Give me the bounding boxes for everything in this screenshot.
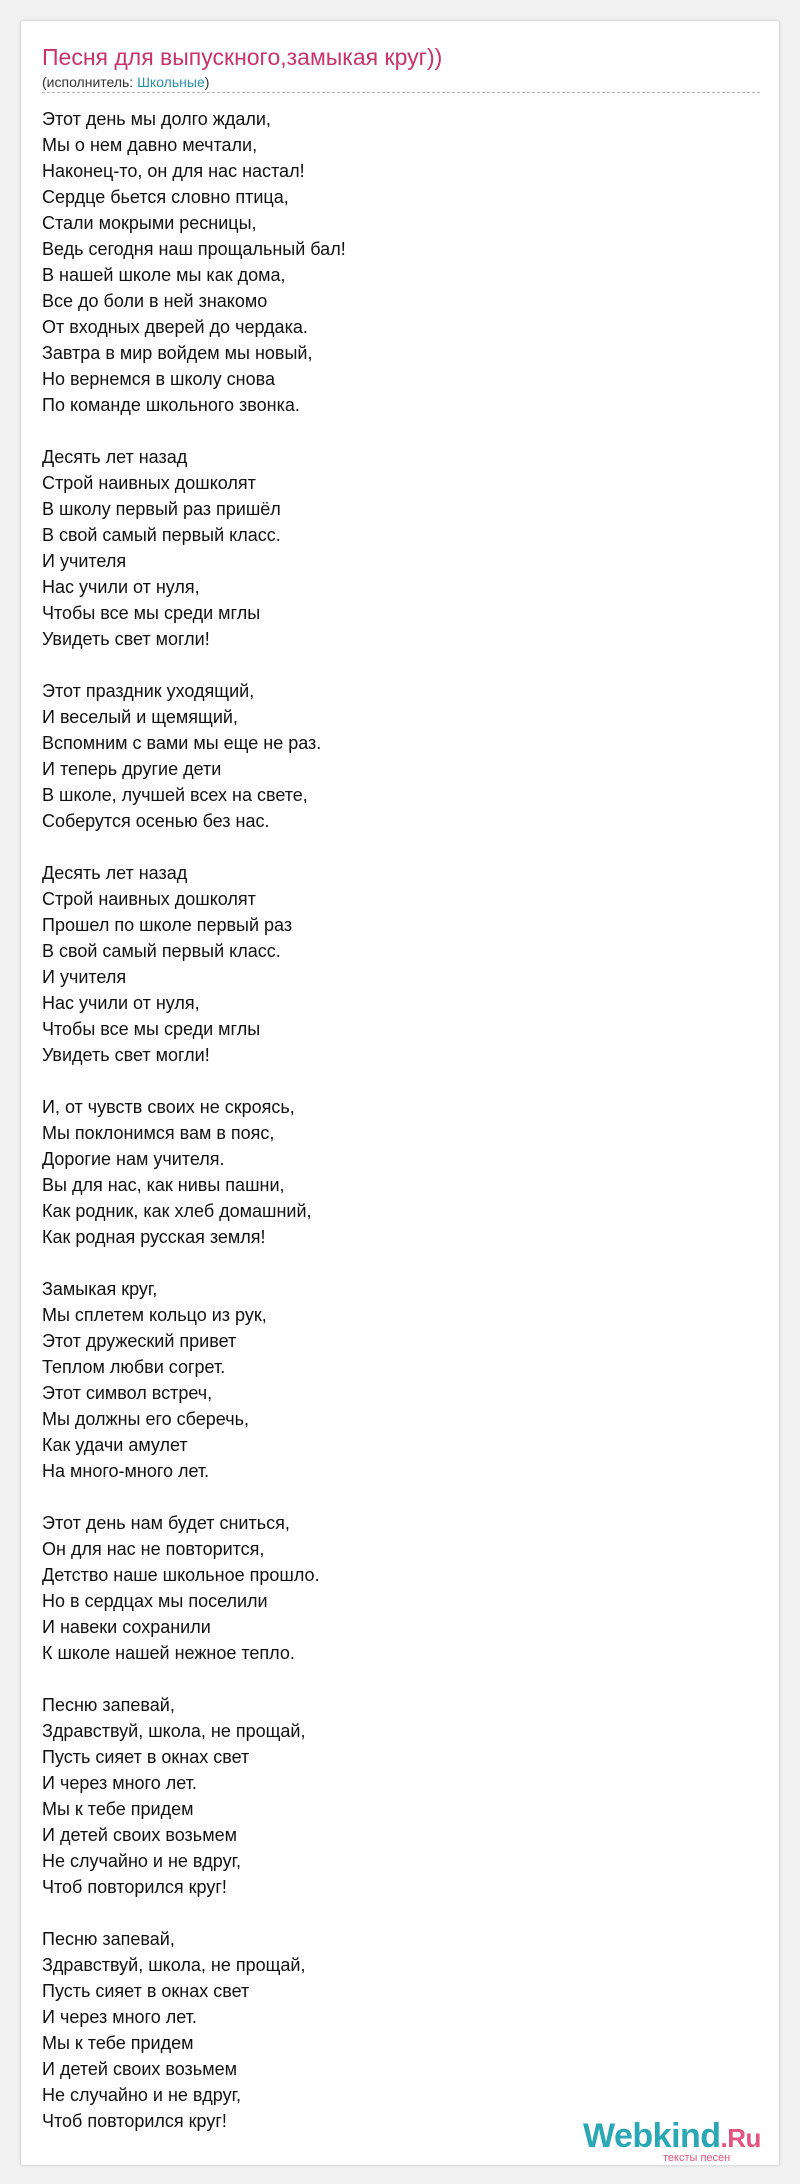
lyrics-line: Мы должны его сберечь, bbox=[42, 1409, 249, 1429]
lyrics-line: По команде школьного звонка. bbox=[42, 395, 300, 415]
lyrics-line: Все до боли в ней знакомо bbox=[42, 291, 268, 311]
lyrics-line: Мы поклонимся вам в пояс, bbox=[42, 1123, 275, 1143]
lyrics-line: Пусть сияет в окнах свет bbox=[42, 1981, 250, 2001]
lyrics-line: В свой самый первый класс. bbox=[42, 525, 281, 545]
lyrics-line: Как удачи амулет bbox=[42, 1435, 188, 1455]
logo-tld: .Ru bbox=[720, 2123, 761, 2153]
lyrics-line: Дорогие нам учителя. bbox=[42, 1149, 225, 1169]
lyrics-line: От входных дверей до чердака. bbox=[42, 317, 308, 337]
title-divider bbox=[42, 92, 760, 93]
lyrics-line: Этот день мы долго ждали, bbox=[42, 109, 271, 129]
lyrics-line: Песню запевай, bbox=[42, 1929, 175, 1949]
lyrics-line: К школе нашей нежное тепло. bbox=[42, 1643, 295, 1663]
lyrics-line: Чтоб повторился круг! bbox=[42, 2111, 227, 2131]
lyrics-line: Но в сердцах мы поселили bbox=[42, 1591, 268, 1611]
lyrics-line: Ведь сегодня наш прощальный бал! bbox=[42, 239, 346, 259]
lyrics-line: В школу первый раз пришёл bbox=[42, 499, 281, 519]
lyrics-line: Не случайно и не вдруг, bbox=[42, 1851, 241, 1871]
lyrics-line: Но вернемся в школу снова bbox=[42, 369, 275, 389]
lyrics-line: Этот дружеский привет bbox=[42, 1331, 237, 1351]
lyrics-line: Замыкая круг, bbox=[42, 1279, 158, 1299]
lyrics-line: Пусть сияет в окнах свет bbox=[42, 1747, 250, 1767]
lyrics-line: В свой самый первый класс. bbox=[42, 941, 281, 961]
lyrics-stanza bbox=[42, 444, 742, 652]
lyrics-line: Этот символ встреч, bbox=[42, 1383, 213, 1403]
lyrics-line: Вспомним с вами мы еще не раз. bbox=[42, 733, 322, 753]
lyrics-line: Как родник, как хлеб домашний, bbox=[42, 1201, 312, 1221]
lyrics-line: Десять лет назад bbox=[42, 447, 188, 467]
lyrics-stanza bbox=[42, 1692, 742, 1900]
lyrics-line: И детей своих возьмем bbox=[42, 1825, 237, 1845]
lyrics-line: Десять лет назад bbox=[42, 863, 188, 883]
lyrics-line: И учителя bbox=[42, 551, 127, 571]
lyrics-line: Мы сплетем кольцо из рук, bbox=[42, 1305, 267, 1325]
lyrics-line: И, от чувств своих не скроясь, bbox=[42, 1097, 295, 1117]
lyrics-line: Завтра в мир войдем мы новый, bbox=[42, 343, 313, 363]
lyrics-line: Нас учили от нуля, bbox=[42, 993, 200, 1013]
artist-prefix: (исполнитель: bbox=[42, 74, 138, 90]
lyrics-line: И веселый и щемящий, bbox=[42, 707, 238, 727]
lyrics-line: Стали мокрыми ресницы, bbox=[42, 213, 257, 233]
lyrics-stanza bbox=[42, 1510, 742, 1666]
lyrics-line: Здравствуй, школа, не прощай, bbox=[42, 1955, 306, 1975]
lyrics-line: Наконец-то, он для нас настал! bbox=[42, 161, 305, 181]
lyrics-line: Увидеть свет могли! bbox=[42, 1045, 210, 1065]
artist-link[interactable]: Школьные bbox=[137, 74, 205, 90]
lyrics-stanza bbox=[42, 1276, 742, 1484]
lyrics-line: Здравствуй, школа, не прощай, bbox=[42, 1721, 306, 1741]
lyrics-line: Чтобы все мы среди мглы bbox=[42, 1019, 261, 1039]
lyrics-line: Мы о нем давно мечтали, bbox=[42, 135, 258, 155]
logo-name: Webkind bbox=[583, 2117, 721, 2155]
lyrics-line: Строй наивных дошколят bbox=[42, 889, 256, 909]
lyrics-line: В школе, лучшей всех на свете, bbox=[42, 785, 308, 805]
lyrics-stanza bbox=[42, 860, 742, 1068]
logo-tagline: тексты песен bbox=[663, 2152, 731, 2164]
lyrics-line: Сердце бьется словно птица, bbox=[42, 187, 289, 207]
artist-line bbox=[42, 74, 209, 91]
lyrics-line: И навеки сохранили bbox=[42, 1617, 211, 1637]
lyrics-line: И через много лет. bbox=[42, 1773, 197, 1793]
song-title: Песня для выпускного,замыкая круг)) bbox=[42, 44, 443, 70]
lyrics-line: И теперь другие дети bbox=[42, 759, 222, 779]
artist-suffix: ) bbox=[204, 74, 210, 90]
lyrics-line: Теплом любви согрет. bbox=[42, 1357, 226, 1377]
lyrics-line: Чтобы все мы среди мглы bbox=[42, 603, 261, 623]
lyrics-line: Песню запевай, bbox=[42, 1695, 175, 1715]
lyrics-stanza bbox=[42, 678, 742, 834]
lyrics-line: Детство наше школьное прошло. bbox=[42, 1565, 320, 1585]
lyrics-stanza bbox=[42, 106, 742, 418]
lyrics-line: Он для нас не повторится, bbox=[42, 1539, 265, 1559]
lyrics-line: Нас учили от нуля, bbox=[42, 577, 200, 597]
lyrics-line: На много-много лет. bbox=[42, 1461, 210, 1481]
lyrics-line: И учителя bbox=[42, 967, 127, 987]
lyrics-line: Мы к тебе придем bbox=[42, 1799, 194, 1819]
lyrics-text bbox=[42, 106, 742, 2160]
lyrics-line: В нашей школе мы как дома, bbox=[42, 265, 286, 285]
lyrics-line: И детей своих возьмем bbox=[42, 2059, 237, 2079]
lyrics-line: Строй наивных дошколят bbox=[42, 473, 256, 493]
lyrics-line: Этот праздник уходящий, bbox=[42, 681, 255, 701]
lyrics-line: Чтоб повторился круг! bbox=[42, 1877, 227, 1897]
lyrics-line: И через много лет. bbox=[42, 2007, 197, 2027]
lyrics-line: Не случайно и не вдруг, bbox=[42, 2085, 241, 2105]
lyrics-line: Прошел по школе первый раз bbox=[42, 915, 293, 935]
lyrics-line: Увидеть свет могли! bbox=[42, 629, 210, 649]
lyrics-line: Этот день нам будет сниться, bbox=[42, 1513, 290, 1533]
lyrics-line: Соберутся осенью без нас. bbox=[42, 811, 270, 831]
webkind-logo[interactable] bbox=[583, 2118, 773, 2162]
lyrics-stanza bbox=[42, 1926, 742, 2134]
lyrics-line: Вы для нас, как нивы пашни, bbox=[42, 1175, 285, 1195]
logo-wordmark bbox=[583, 2118, 761, 2156]
lyrics-line: Мы к тебе придем bbox=[42, 2033, 194, 2053]
lyrics-stanza bbox=[42, 1094, 742, 1250]
lyrics-line: Как родная русская земля! bbox=[42, 1227, 266, 1247]
